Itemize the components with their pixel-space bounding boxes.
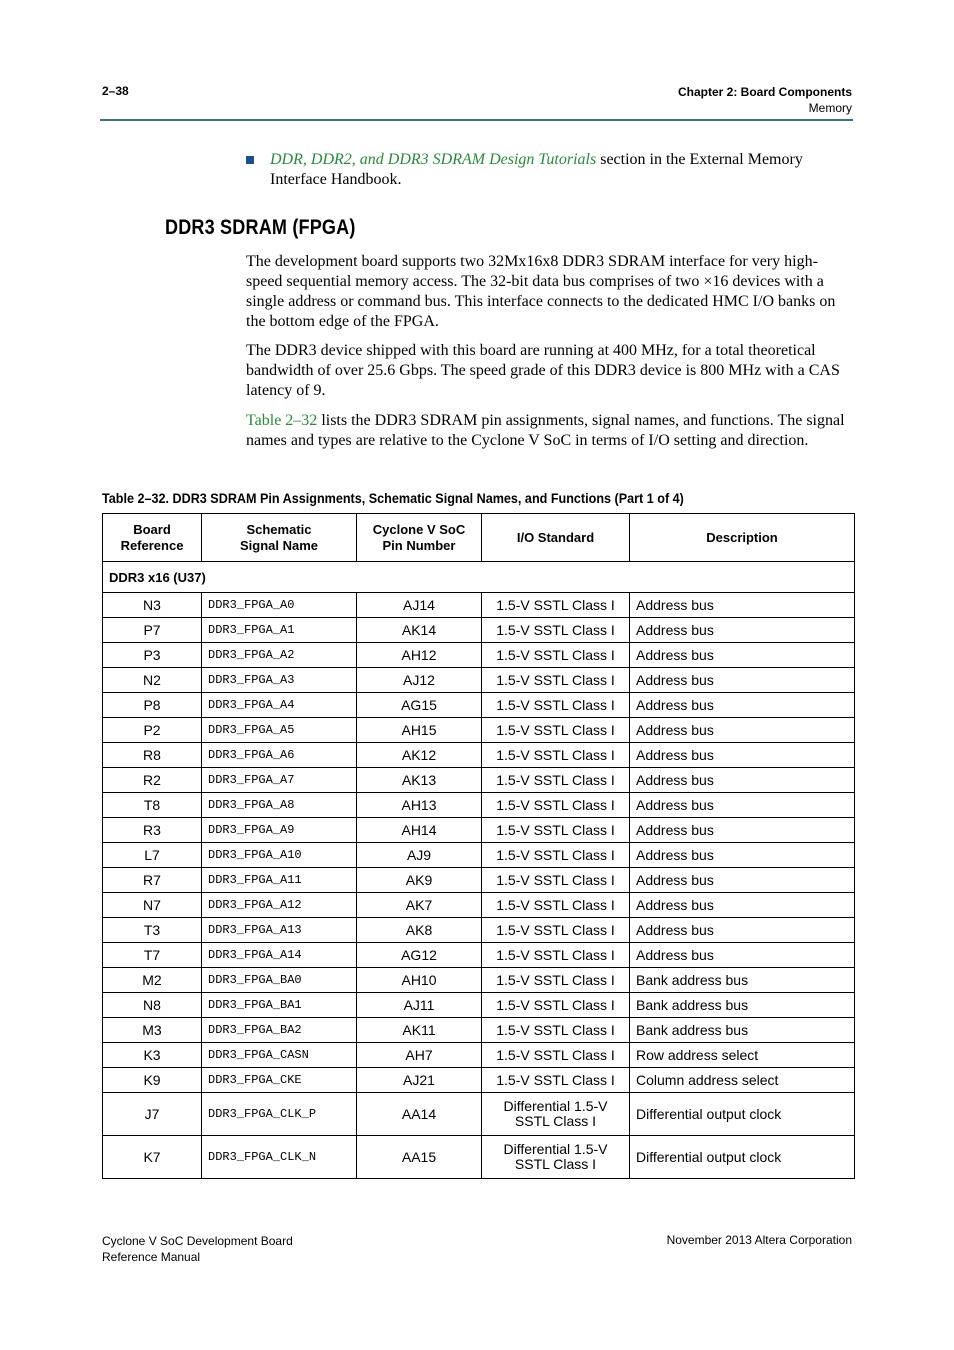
io-standard-cell: 1.5-V SSTL Class I (482, 993, 630, 1018)
bullet-square-icon (246, 156, 254, 164)
description-cell: Address bus (630, 793, 855, 818)
table-cross-reference-link[interactable]: Table 2–32 (246, 412, 318, 429)
pin-number-cell: AH13 (357, 793, 482, 818)
table-row (103, 668, 855, 693)
io-standard-cell: 1.5-V SSTL Class I (482, 818, 630, 843)
io-standard-cell: 1.5-V SSTL Class I (482, 768, 630, 793)
header-description: Description (630, 514, 855, 562)
pin-number-cell: AJ9 (357, 843, 482, 868)
signal-name-cell: DDR3_FPGA_A7 (202, 768, 357, 793)
signal-name-cell: DDR3_FPGA_CLK_N (202, 1136, 357, 1179)
pin-number-cell: AG12 (357, 943, 482, 968)
pin-number-cell: AH14 (357, 818, 482, 843)
io-standard-cell: 1.5-V SSTL Class I (482, 968, 630, 993)
description-cell: Bank address bus (630, 993, 855, 1018)
description-cell: Address bus (630, 618, 855, 643)
table-row (103, 818, 855, 843)
signal-name-cell: DDR3_FPGA_A10 (202, 843, 357, 868)
paragraph-bandwidth: The DDR3 device shipped with this board are running at 400 MHz, for a total theoretical bandwidth of over 25.6 Gbps. The speed grade of this DDR3 device is 800 MHz with a CAS latency of 9. (246, 342, 840, 399)
io-standard-cell: 1.5-V SSTL Class I (482, 643, 630, 668)
table-intro-text: lists the DDR3 SDRAM pin assignments, signal names, and functions. The signal names and types are relative to the Cyclone V SoC in terms of I/O setting and direction. (246, 412, 845, 449)
table-row (103, 993, 855, 1018)
pin-number-cell: AK9 (357, 868, 482, 893)
pin-number-cell: AK7 (357, 893, 482, 918)
table-row (103, 1136, 855, 1179)
description-cell: Differential output clock (630, 1093, 855, 1136)
io-standard-cell: 1.5-V SSTL Class I (482, 618, 630, 643)
pin-number-cell: AH15 (357, 718, 482, 743)
board-reference-cell: K7 (103, 1136, 202, 1179)
pin-number-cell: AJ14 (357, 593, 482, 618)
signal-name-cell: DDR3_FPGA_A0 (202, 593, 357, 618)
signal-name-cell: DDR3_FPGA_A4 (202, 693, 357, 718)
io-standard-cell: 1.5-V SSTL Class I (482, 793, 630, 818)
io-standard-cell: 1.5-V SSTL Class I (482, 1043, 630, 1068)
table-row (103, 893, 855, 918)
board-reference-cell: P3 (103, 643, 202, 668)
header-pin-number: Cyclone V SoC Pin Number (357, 514, 482, 562)
paragraph-table-intro (246, 411, 850, 451)
description-cell: Address bus (630, 818, 855, 843)
description-cell: Address bus (630, 743, 855, 768)
board-reference-cell: N8 (103, 993, 202, 1018)
io-standard-cell: 1.5-V SSTL Class I (482, 1068, 630, 1093)
table-row (103, 768, 855, 793)
signal-name-cell: DDR3_FPGA_BA0 (202, 968, 357, 993)
pin-number-cell: AJ21 (357, 1068, 482, 1093)
board-reference-cell: K3 (103, 1043, 202, 1068)
table-header-row (103, 514, 855, 562)
signal-name-cell: DDR3_FPGA_CASN (202, 1043, 357, 1068)
pin-number-cell: AG15 (357, 693, 482, 718)
table-row (103, 1043, 855, 1068)
description-cell: Address bus (630, 893, 855, 918)
board-reference-cell: P8 (103, 693, 202, 718)
signal-name-cell: DDR3_FPGA_A2 (202, 643, 357, 668)
io-standard-line-1: Differential 1.5-V (503, 1098, 608, 1114)
io-standard-cell: 1.5-V SSTL Class I (482, 918, 630, 943)
pin-number-cell: AK11 (357, 1018, 482, 1043)
table-caption: Table 2–32. DDR3 SDRAM Pin Assignments, Schematic Signal Names, and Functions (Part 1 of 4) (102, 490, 684, 506)
table-row (103, 943, 855, 968)
io-standard-cell (482, 1136, 630, 1179)
io-standard-cell: 1.5-V SSTL Class I (482, 693, 630, 718)
table-row (103, 693, 855, 718)
table-group-row (103, 562, 855, 593)
board-reference-cell: N7 (103, 893, 202, 918)
page-number: 2–38 (102, 84, 129, 98)
header-rule (100, 119, 853, 121)
pin-number-cell: AA15 (357, 1136, 482, 1179)
board-reference-cell: R7 (103, 868, 202, 893)
table-row (103, 968, 855, 993)
signal-name-cell: DDR3_FPGA_A5 (202, 718, 357, 743)
signal-name-cell: DDR3_FPGA_A12 (202, 893, 357, 918)
signal-name-cell: DDR3_FPGA_A9 (202, 818, 357, 843)
board-reference-cell: J7 (103, 1093, 202, 1136)
board-reference-cell: P7 (103, 618, 202, 643)
group-label: DDR3 x16 (U37) (103, 562, 855, 593)
section-name: Memory (808, 101, 852, 115)
pin-number-cell: AH7 (357, 1043, 482, 1068)
board-reference-cell: T3 (103, 918, 202, 943)
signal-name-cell: DDR3_FPGA_A13 (202, 918, 357, 943)
description-cell: Address bus (630, 843, 855, 868)
pin-number-cell: AK12 (357, 743, 482, 768)
io-standard-cell: 1.5-V SSTL Class I (482, 943, 630, 968)
header-signal-name: Schematic Signal Name (202, 514, 357, 562)
table-row (103, 1093, 855, 1136)
pin-number-cell: AJ12 (357, 668, 482, 693)
pin-number-cell: AK13 (357, 768, 482, 793)
signal-name-cell: DDR3_FPGA_A14 (202, 943, 357, 968)
board-reference-cell: T8 (103, 793, 202, 818)
pin-number-cell: AK14 (357, 618, 482, 643)
chapter-title: Chapter 2: Board Components (677, 85, 852, 99)
description-cell: Differential output clock (630, 1136, 855, 1179)
table-row (103, 743, 855, 768)
signal-name-cell: DDR3_FPGA_A6 (202, 743, 357, 768)
description-cell: Address bus (630, 643, 855, 668)
description-cell: Address bus (630, 868, 855, 893)
table-row (103, 593, 855, 618)
description-cell: Address bus (630, 918, 855, 943)
pin-number-cell: AA14 (357, 1093, 482, 1136)
bullet-rest-text: section in the External Memory Interface Handbook. (270, 151, 803, 188)
board-reference-cell: T7 (103, 943, 202, 968)
header-board-reference: Board Reference (103, 514, 202, 562)
description-cell: Row address select (630, 1043, 855, 1068)
board-reference-cell: K9 (103, 1068, 202, 1093)
design-tutorials-link[interactable]: DDR, DDR2, and DDR3 SDRAM Design Tutorials (270, 151, 597, 168)
table-row (103, 1068, 855, 1093)
board-reference-cell: N3 (103, 593, 202, 618)
board-reference-cell: M3 (103, 1018, 202, 1043)
board-reference-cell: R2 (103, 768, 202, 793)
table-row (103, 843, 855, 868)
description-cell: Address bus (630, 768, 855, 793)
description-cell: Column address select (630, 1068, 855, 1093)
board-reference-cell: P2 (103, 718, 202, 743)
io-standard-cell: 1.5-V SSTL Class I (482, 868, 630, 893)
footer-date-company: November 2013 Altera Corporation (666, 1233, 852, 1247)
board-reference-cell: L7 (103, 843, 202, 868)
bullet-text (270, 150, 846, 190)
description-cell: Address bus (630, 668, 855, 693)
signal-name-cell: DDR3_FPGA_BA1 (202, 993, 357, 1018)
table-row (103, 643, 855, 668)
pin-assignment-table (102, 513, 855, 1179)
footer-line-2: Reference Manual (102, 1250, 201, 1264)
table-row (103, 868, 855, 893)
table-row (103, 718, 855, 743)
io-standard-line-2: SSTL Class I (514, 1156, 597, 1172)
table-row (103, 793, 855, 818)
pin-number-cell: AJ11 (357, 993, 482, 1018)
signal-name-cell: DDR3_FPGA_A11 (202, 868, 357, 893)
signal-name-cell: DDR3_FPGA_A3 (202, 668, 357, 693)
section-title: DDR3 SDRAM (FPGA) (165, 216, 356, 239)
io-standard-cell: 1.5-V SSTL Class I (482, 843, 630, 868)
description-cell: Address bus (630, 593, 855, 618)
table-row (103, 1018, 855, 1043)
table-row (103, 918, 855, 943)
signal-name-cell: DDR3_FPGA_A1 (202, 618, 357, 643)
paragraph-overview: The development board supports two 32Mx16x8 DDR3 SDRAM interface for very high-speed sequential memory access. The 32-bit data bus comprises of two ×16 devices with a single address or command bus. This interface connects to the dedicated HMC I/O banks on the bottom edge of the FPGA. (246, 253, 836, 330)
table-row (103, 618, 855, 643)
description-cell: Address bus (630, 943, 855, 968)
board-reference-cell: N2 (103, 668, 202, 693)
board-reference-cell: M2 (103, 968, 202, 993)
io-standard-cell: 1.5-V SSTL Class I (482, 893, 630, 918)
signal-name-cell: DDR3_FPGA_CKE (202, 1068, 357, 1093)
running-header (678, 84, 852, 116)
pin-number-cell: AK8 (357, 918, 482, 943)
reference-bullet (246, 150, 846, 190)
description-cell: Bank address bus (630, 968, 855, 993)
signal-name-cell: DDR3_FPGA_A8 (202, 793, 357, 818)
pin-number-cell: AH12 (357, 643, 482, 668)
description-cell: Address bus (630, 718, 855, 743)
footer-line-1: Cyclone V SoC Development Board (102, 1234, 293, 1248)
board-reference-cell: R8 (103, 743, 202, 768)
signal-name-cell: DDR3_FPGA_BA2 (202, 1018, 357, 1043)
header-io-standard: I/O Standard (482, 514, 630, 562)
footer-document-title (102, 1233, 293, 1265)
io-standard-cell: 1.5-V SSTL Class I (482, 718, 630, 743)
io-standard-line-2: SSTL Class I (514, 1113, 597, 1129)
description-cell: Address bus (630, 693, 855, 718)
io-standard-line-1: Differential 1.5-V (503, 1141, 608, 1157)
io-standard-cell: 1.5-V SSTL Class I (482, 1018, 630, 1043)
io-standard-cell: 1.5-V SSTL Class I (482, 593, 630, 618)
pin-number-cell: AH10 (357, 968, 482, 993)
io-standard-cell: 1.5-V SSTL Class I (482, 668, 630, 693)
signal-name-cell: DDR3_FPGA_CLK_P (202, 1093, 357, 1136)
board-reference-cell: R3 (103, 818, 202, 843)
io-standard-cell (482, 1093, 630, 1136)
description-cell: Bank address bus (630, 1018, 855, 1043)
io-standard-cell: 1.5-V SSTL Class I (482, 743, 630, 768)
